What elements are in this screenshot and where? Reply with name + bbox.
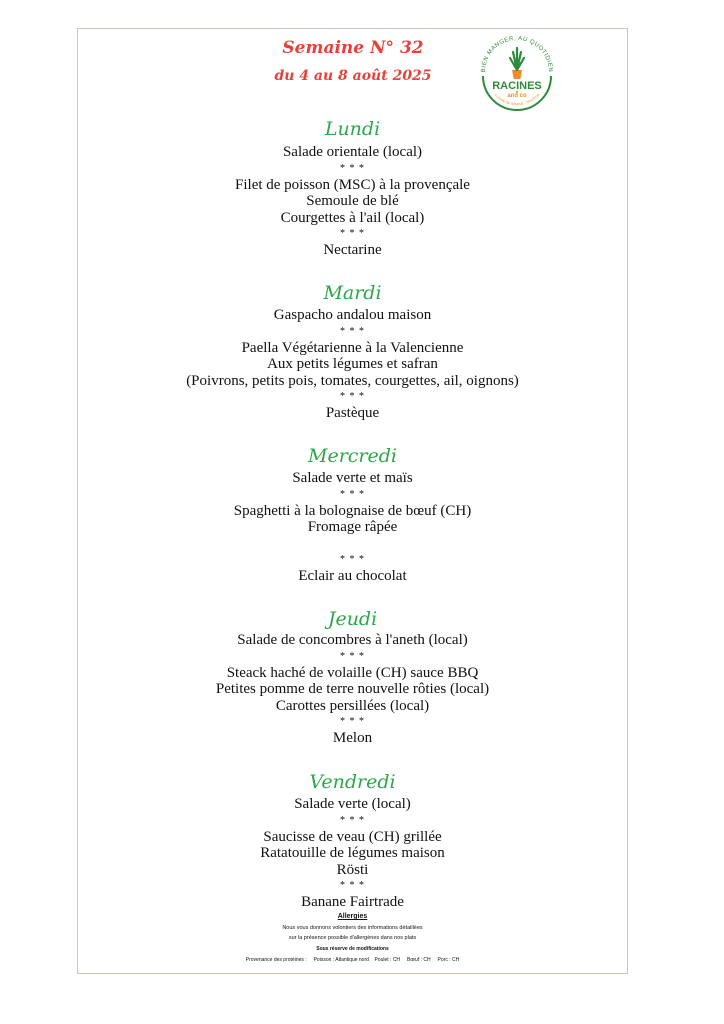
separator: * * * (340, 391, 365, 402)
menu-item: Carottes persillées (local) (275, 697, 430, 714)
day-menu (77, 470, 628, 585)
separator: * * * (340, 650, 365, 662)
menu-item: Saucisse de veau (CH) grillée (263, 828, 442, 845)
separator: * * * (340, 880, 365, 891)
menu-item: Aux petits légumes et safran (267, 356, 438, 372)
menu-item: Gaspacho andalou maison (273, 307, 432, 323)
week-dates: du 4 au 8 août 2025 (274, 68, 432, 84)
menu-item: Nectarine (323, 242, 382, 258)
menu-item: Steack haché de volaille (CH) sauce BBQ (226, 664, 479, 681)
day-menu (77, 144, 628, 259)
separator: * * * (340, 488, 365, 500)
separator: * * * (340, 554, 365, 565)
menu-item-blank (77, 536, 628, 553)
separator: * * * (340, 162, 365, 174)
menu-item: Filet de poisson (MSC) à la provençale (235, 176, 470, 193)
menu-item: Pastèque (325, 405, 380, 421)
allergies-line-2: sur la présence possible d'allergènes dans nos plats (288, 935, 417, 941)
menu-item: Courgettes à l'ail (local) (280, 209, 425, 226)
separator: * * * (340, 716, 365, 727)
separator: * * * (340, 325, 365, 337)
reserve-note: Sous réserve de modifications (316, 946, 389, 952)
menu-item: Petites pomme de terre nouvelle rôties (local) (215, 681, 490, 697)
provenance-note: Provenance des protéines : Poisson : Atlantique nord Poulet : CH Bœuf : CH Porc : CH (245, 957, 460, 963)
allergies-title: Allergies (337, 913, 368, 920)
day-name: Lundi (324, 118, 381, 140)
logo-bottom-text: CUISINE DE GENEVE - TRAITEUR (493, 92, 541, 107)
logo-arc-text: BIEN MANGER, AU QUOTIDIEN (480, 35, 554, 73)
separator: * * * (340, 228, 365, 239)
separator: * * * (340, 814, 365, 826)
day-menu (77, 796, 628, 911)
allergies-line-1: Nous vous donnons volontiers des informations détaillées (282, 925, 423, 931)
week-title: Semaine N° 32 (282, 38, 424, 58)
menu-item: Spaghetti à la bolognaise de bœuf (CH) (233, 502, 472, 519)
menu-item: Fromage râpée (307, 519, 398, 535)
menu-item: Salade de concombres à l'aneth (local) (237, 632, 468, 648)
day-name: Mardi (323, 282, 382, 304)
racines-logo (475, 30, 559, 114)
menu-item: Semoule de blé (306, 193, 399, 209)
day-name: Vendredi (309, 771, 396, 793)
menu-item: Salade orientale (local) (282, 144, 423, 160)
menu-item: Salade verte (local) (294, 796, 411, 812)
day-menu (77, 307, 628, 422)
logo-brand: RACINES (492, 80, 542, 92)
day-menu (77, 632, 628, 747)
menu-item: Paella Végétarienne à la Valencienne (241, 339, 464, 356)
menu-item: Eclair au chocolat (298, 568, 407, 584)
day-name: Mercredi (308, 445, 397, 467)
menu-item: Melon (332, 730, 373, 746)
menu-item: Banane Fairtrade (301, 894, 404, 910)
day-name: Jeudi (327, 608, 378, 630)
menu-item: (Poivrons, petits pois, tomates, courgettes, ail, oignons) (186, 372, 519, 389)
logo-sub: and co (507, 93, 527, 99)
menu-item: Ratatouille de légumes maison (260, 845, 445, 861)
menu-item: Salade verte et maïs (292, 470, 413, 486)
menu-item: Rösti (336, 861, 369, 878)
